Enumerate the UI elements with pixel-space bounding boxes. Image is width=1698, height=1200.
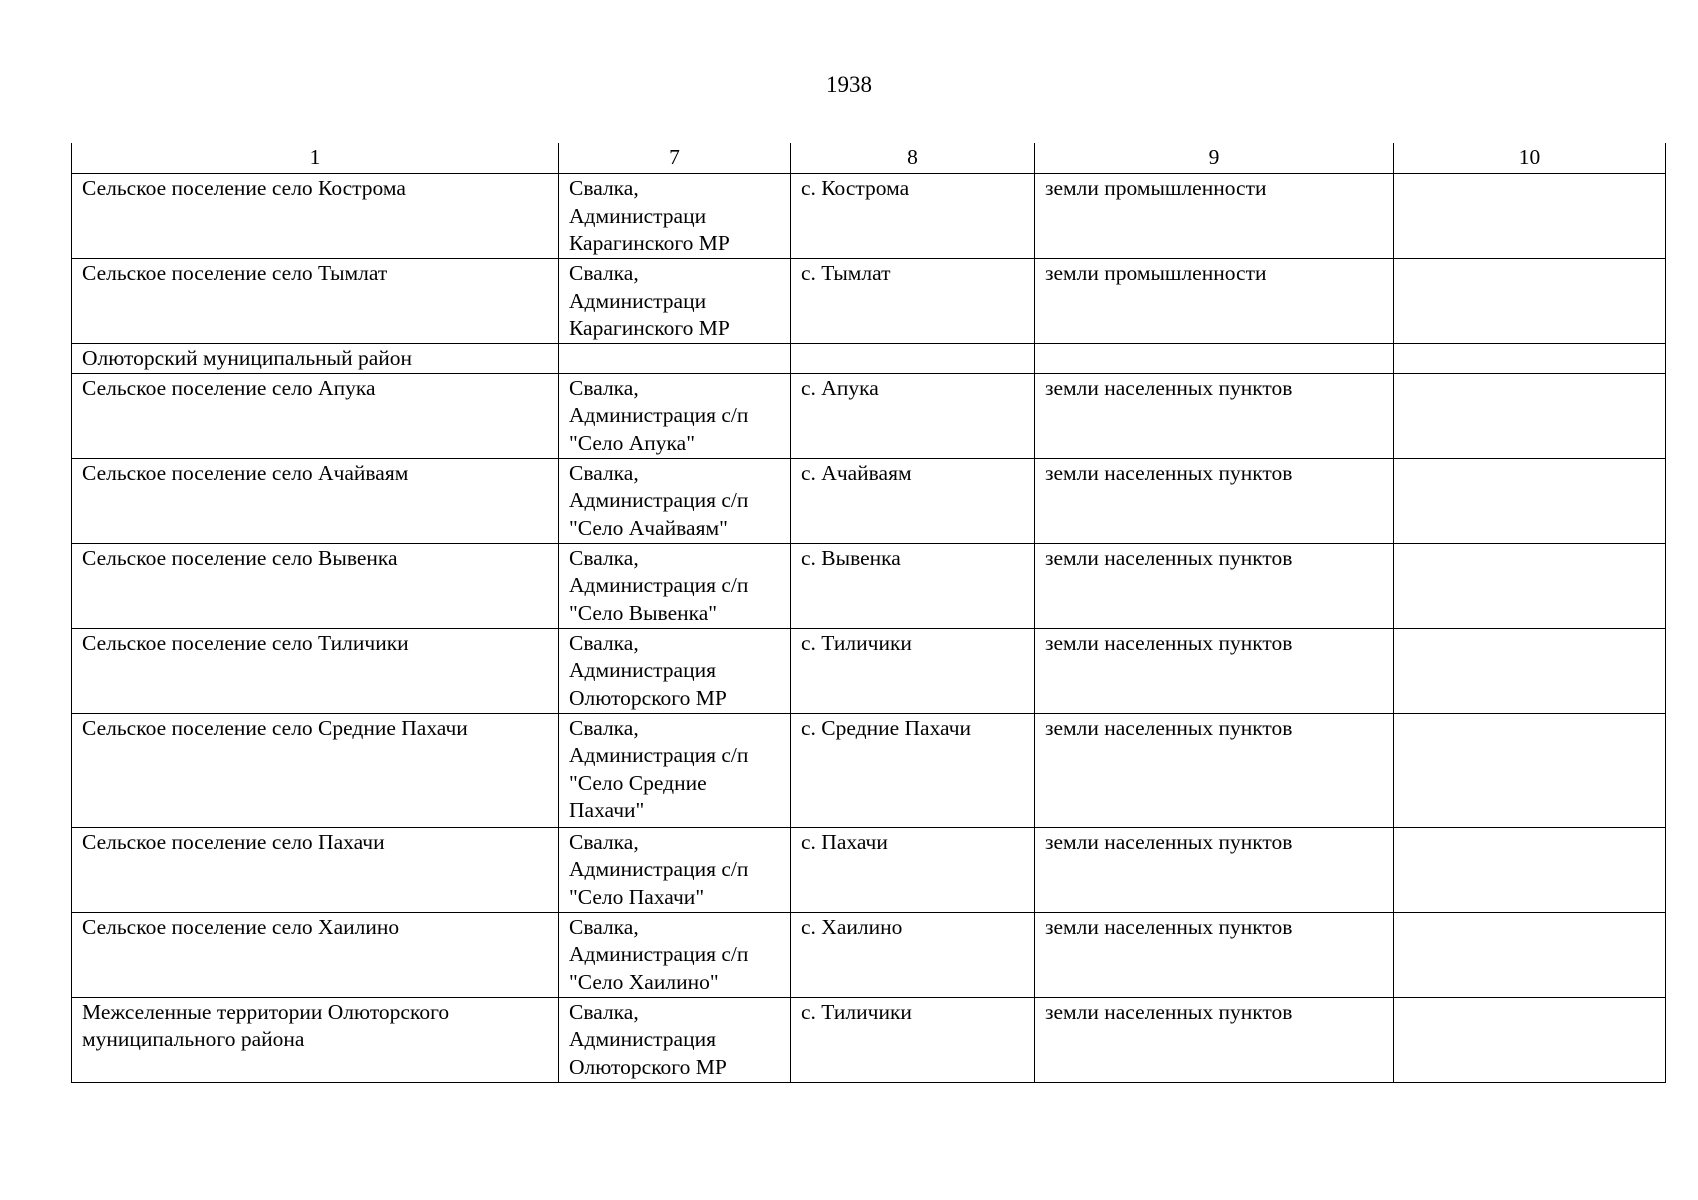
table-cell (1394, 259, 1666, 344)
table-cell: Свалка, Администрация с/п "Село Хаилино" (559, 912, 791, 997)
table-cell: Сельское поселение село Вывенка (72, 543, 559, 628)
table-cell: земли населенных пунктов (1035, 997, 1394, 1082)
table-cell: Сельское поселение село Кострома (72, 174, 559, 259)
table-cell: с. Хаилино (791, 912, 1035, 997)
table-cell (1394, 458, 1666, 543)
table-cell: земли населенных пунктов (1035, 912, 1394, 997)
data-table (71, 143, 1666, 1083)
table-row (72, 827, 1666, 912)
table-row (72, 344, 1666, 374)
table-cell: Свалка, Администрация Олюторского МР (559, 997, 791, 1082)
table-cell (1394, 713, 1666, 827)
column-header: 1 (72, 143, 559, 174)
table-row (72, 713, 1666, 827)
column-header: 10 (1394, 143, 1666, 174)
table-cell: Свалка, Администраци Карагинского МР (559, 174, 791, 259)
table-cell (1394, 912, 1666, 997)
table-cell (1035, 344, 1394, 374)
page-number: 1938 (826, 72, 872, 97)
table-cell: с. Средние Пахачи (791, 713, 1035, 827)
column-header: 9 (1035, 143, 1394, 174)
table-row (72, 543, 1666, 628)
table-row (72, 373, 1666, 458)
table-cell (1394, 344, 1666, 374)
table-cell (1394, 543, 1666, 628)
column-header: 7 (559, 143, 791, 174)
table-cell: земли населенных пунктов (1035, 827, 1394, 912)
table-cell: с. Вывенка (791, 543, 1035, 628)
table-cell (1394, 373, 1666, 458)
table-cell: с. Апука (791, 373, 1035, 458)
table-row (72, 912, 1666, 997)
table-cell: земли населенных пунктов (1035, 373, 1394, 458)
table-row (72, 458, 1666, 543)
table-cell: Сельское поселение село Тиличики (72, 628, 559, 713)
table-cell: Свалка, Администрация с/п "Село Средние Пахачи" (559, 713, 791, 827)
header-row (72, 143, 1666, 174)
table-cell: Свалка, Администраци Карагинского МР (559, 259, 791, 344)
table-cell: с. Пахачи (791, 827, 1035, 912)
table-cell: Свалка, Администрация с/п "Село Пахачи" (559, 827, 791, 912)
table-cell: с. Тиличики (791, 997, 1035, 1082)
table-cell: Сельское поселение село Хаилино (72, 912, 559, 997)
column-header: 8 (791, 143, 1035, 174)
table-cell: с. Тымлат (791, 259, 1035, 344)
table-cell: Сельское поселение село Апука (72, 373, 559, 458)
table-cell (1394, 997, 1666, 1082)
table-cell: земли населенных пунктов (1035, 713, 1394, 827)
table-cell (559, 344, 791, 374)
table-cell: Свалка, Администрация с/п "Село Вывенка" (559, 543, 791, 628)
table-cell: Сельское поселение село Средние Пахачи (72, 713, 559, 827)
table-cell: Сельское поселение село Пахачи (72, 827, 559, 912)
table-cell (1394, 174, 1666, 259)
table-cell: земли промышленности (1035, 174, 1394, 259)
table-cell (1394, 827, 1666, 912)
table-cell (1394, 628, 1666, 713)
table-cell: Свалка, Администрация с/п "Село Апука" (559, 373, 791, 458)
table-cell: Свалка, Администрация Олюторского МР (559, 628, 791, 713)
table-cell: Сельское поселение село Тымлат (72, 259, 559, 344)
table-cell (791, 344, 1035, 374)
table-row (72, 628, 1666, 713)
table-cell: Сельское поселение село Ачайваям (72, 458, 559, 543)
table-cell: Межселенные территории Олюторского муниципального района (72, 997, 559, 1082)
table-cell: Свалка, Администрация с/п "Село Ачайваям" (559, 458, 791, 543)
table-row (72, 259, 1666, 344)
table-row (72, 174, 1666, 259)
table-cell: с. Кострома (791, 174, 1035, 259)
table-cell: с. Тиличики (791, 628, 1035, 713)
table-cell: Олюторский муниципальный район (72, 344, 559, 374)
table-cell: земли населенных пунктов (1035, 628, 1394, 713)
table-cell: земли населенных пунктов (1035, 458, 1394, 543)
table-cell: земли промышленности (1035, 259, 1394, 344)
table-cell: с. Ачайваям (791, 458, 1035, 543)
table-cell: земли населенных пунктов (1035, 543, 1394, 628)
table-row (72, 997, 1666, 1082)
